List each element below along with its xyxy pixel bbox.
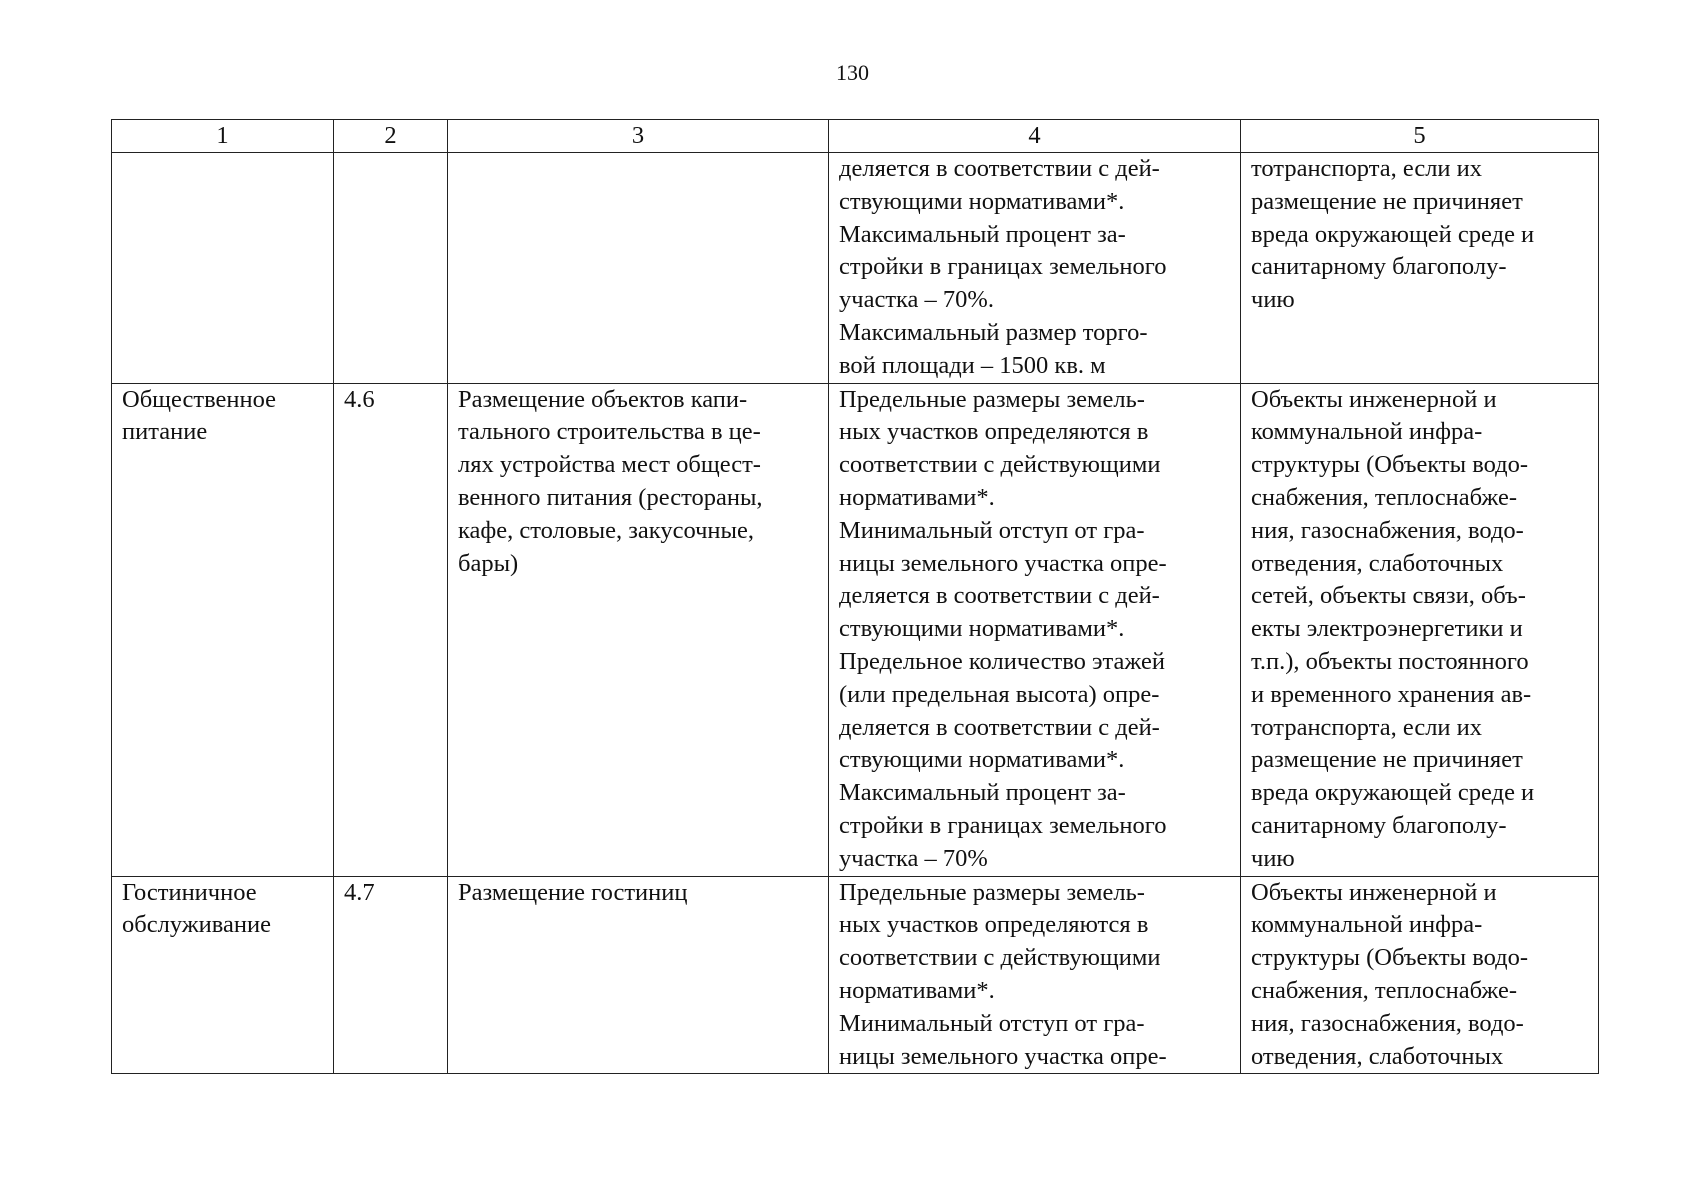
column-header-3: 3 (448, 120, 829, 153)
land-use-type-text: Общественное питание (122, 385, 277, 446)
column-header-1: 1 (112, 120, 334, 153)
parameters-cell (829, 876, 1241, 1074)
parameters-cell (829, 383, 1241, 876)
parameters-cell (829, 153, 1241, 384)
land-use-type-cell (112, 876, 334, 1074)
land-use-type-cell (112, 383, 334, 876)
classifier-code-cell (334, 153, 448, 384)
table-row-hotel-services (112, 876, 1599, 1074)
description-cell (448, 876, 829, 1074)
column-header-4: 4 (829, 120, 1241, 153)
description-text: Размещение гостиниц (458, 878, 688, 906)
table-row-continuation (112, 153, 1599, 384)
auxiliary-uses-text: Объекты инженерной и коммунальной инфра- структуры (Объекты водо- снабжения, теплоснабже- ния, газоснабжения, водо- отведения, слаботочных сетей, объекты связи, объ- екты электроэнергетики и т.п.), объекты постоянного и временного хранения ав- тотранспорта, если их размещение не причиняет вреда окружающей среде и санитарному благополу- чию (1251, 385, 1535, 872)
parameters-text: Предельные размеры земель- ных участков определяются в соответствии с действующими нормативами*. Минимальный отступ от гра- ницы земельного участка опре- деляется в соответствии с дей- ствующими нормативами*. Предельное количество этажей (или предельная высота) опре- деляется в соответствии с дей- ствующими нормативами*. Максимальный процент за- стройки в границах земельного участка – 70% (839, 385, 1167, 872)
auxiliary-uses-cell (1241, 153, 1599, 384)
auxiliary-uses-cell (1241, 383, 1599, 876)
column-header-2: 2 (334, 120, 448, 153)
table-header-row (112, 120, 1599, 153)
land-use-type-text: Гостиничное обслуживание (122, 878, 271, 939)
auxiliary-uses-text: Объекты инженерной и коммунальной инфра- структуры (Объекты водо- снабжения, теплоснабже- ния, газоснабжения, водо- отведения, слаботочных (1251, 878, 1529, 1070)
column-header-5: 5 (1241, 120, 1599, 153)
auxiliary-uses-cell (1241, 876, 1599, 1074)
description-cell (448, 383, 829, 876)
classifier-code-cell (334, 383, 448, 876)
classifier-code-text: 4.7 (344, 878, 375, 906)
zoning-regulations-table (111, 119, 1599, 1074)
table-row-public-catering (112, 383, 1599, 876)
classifier-code-cell (334, 876, 448, 1074)
parameters-text: деляется в соответствии с дей- ствующими нормативами*. Максимальный процент за- стройки в границах земельного участка – 70%. Максимальный размер торго- вой площади – 1500 кв. м (839, 155, 1167, 379)
auxiliary-uses-text: тотранспорта, если их размещение не причиняет вреда окружающей среде и санитарному благополу- чию (1251, 155, 1535, 314)
page-number: 130 (836, 60, 869, 85)
description-text: Размещение объектов капи- тального строительства в це- лях устройства мест общест- венного питания (рестораны, кафе, столовые, закусочные, бары) (458, 385, 763, 577)
parameters-text: Предельные размеры земель- ных участков определяются в соответствии с действующими нормативами*. Минимальный отступ от гра- ницы земельного участка опре- (839, 878, 1167, 1070)
land-use-type-cell (112, 153, 334, 384)
description-cell (448, 153, 829, 384)
classifier-code-text: 4.6 (344, 385, 375, 413)
